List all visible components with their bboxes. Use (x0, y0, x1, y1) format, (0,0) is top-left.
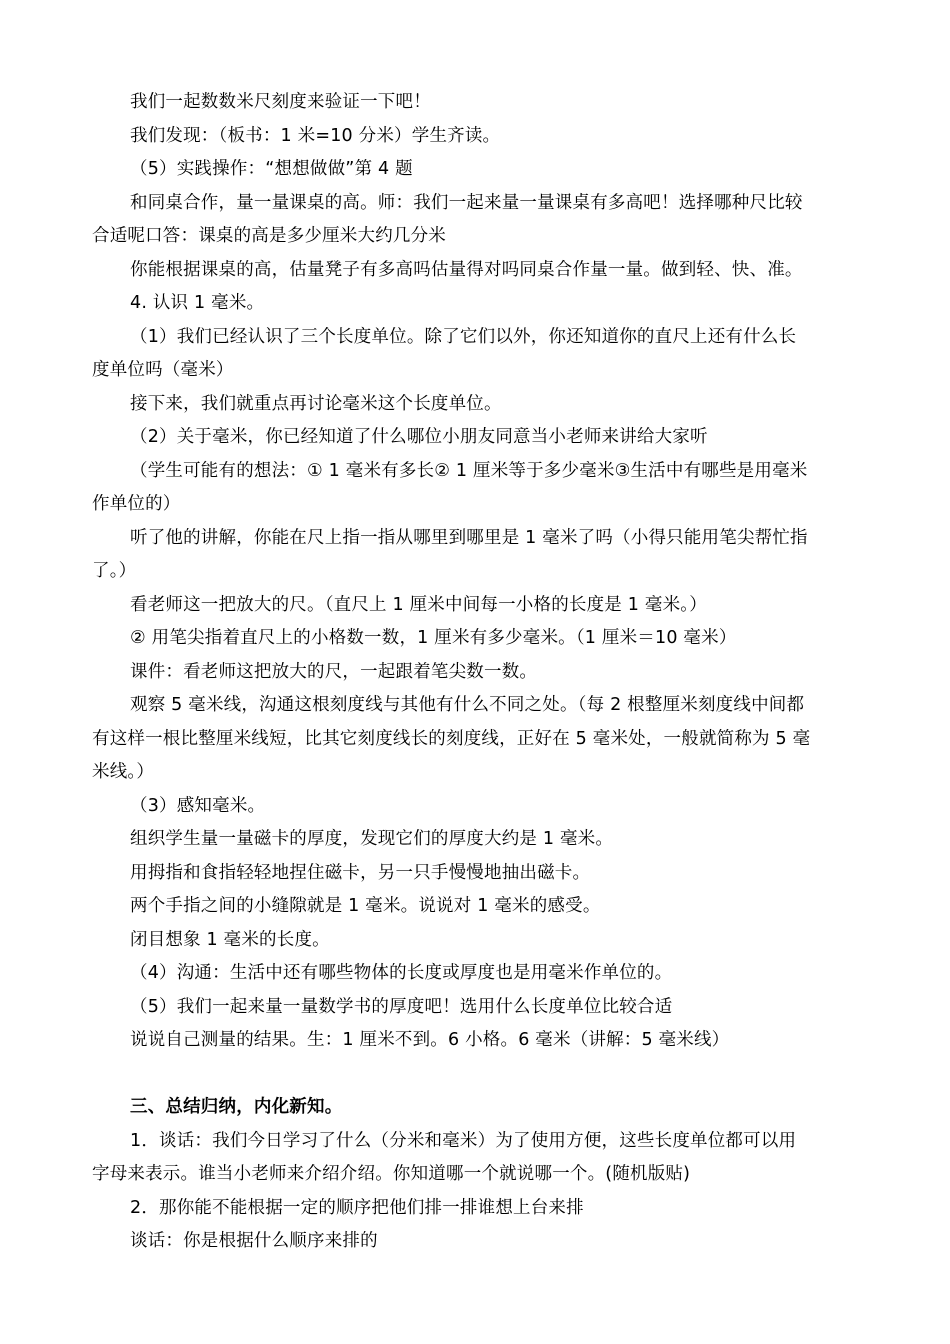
text-line: 我们发现：（板书：1 米=10 分米）学生齐读。 (130, 126, 501, 146)
text-line: （4）沟通：生活中还有哪些物体的长度或厚度也是用毫米作单位的。 (130, 963, 673, 983)
section-heading: 4. 认识 1 毫米。 (130, 293, 265, 313)
text-line: （5）实践操作：“想想做做”第 4 题 (130, 159, 413, 179)
text-line: 接下来，我们就重点再讨论毫米这个长度单位。 (130, 394, 502, 414)
text-line: （3）感知毫米。 (130, 796, 266, 816)
text-line: ② 用笔尖指着直尺上的小格数一数，1 厘米有多少毫米。（1 厘米＝10 毫米） (130, 628, 737, 648)
text-line: 听了他的讲解，你能在尺上指一指从哪里到哪里是 1 毫米了吗（小得只能用笔尖帮忙指 (130, 528, 808, 548)
text-line: （2）关于毫米，你已经知道了什么哪位小朋友同意当小老师来讲给大家听 (130, 427, 708, 447)
text-line: （1）我们已经认识了三个长度单位。除了它们以外，你还知道你的直尺上还有什么长 (130, 327, 797, 347)
text-line: 谈话：你是根据什么顺序来排的 (130, 1231, 378, 1251)
text-line: 米线。） (92, 762, 155, 782)
text-line: 看老师这一把放大的尺。（直尺上 1 厘米中间每一小格的长度是 1 毫米。） (130, 595, 707, 615)
section-heading: 三、总结归纳，内化新知。 (130, 1097, 343, 1117)
text-line: 作单位的） (92, 494, 181, 514)
text-line: 了。） (92, 561, 137, 581)
text-line: 说说自己测量的结果。生：1 厘米不到。6 小格。6 毫米（讲解：5 毫米线） (130, 1030, 730, 1050)
text-line: 我们一起数数米尺刻度来验证一下吧！ (130, 92, 431, 112)
text-line: 用拇指和食指轻轻地捏住磁卡，另一只手慢慢地抽出磁卡。 (130, 863, 591, 883)
text-line: 组织学生量一量磁卡的厚度，发现它们的厚度大约是 1 毫米。 (130, 829, 614, 849)
text-line: 和同桌合作，量一量课桌的高。师：我们一起来量一量课桌有多高吧！选择哪种尺比较 (130, 193, 803, 213)
text-line: 1．谈话：我们今日学习了什么（分米和毫米）为了使用方便，这些长度单位都可以用 (130, 1131, 797, 1151)
text-line: （学生可能有的想法：① 1 毫米有多长② 1 厘米等于多少毫米③生活中有哪些是用毫米 (130, 461, 808, 481)
text-line: 度单位吗（毫米） (92, 360, 234, 380)
text-line: 有这样一根比整厘米线短，比其它刻度线长的刻度线，正好在 5 毫米处，一般就简称为 5 毫 (92, 729, 811, 749)
text-line: 字母来表示。谁当小老师来介绍介绍。你知道哪一个就说哪一个。(随机版贴) (92, 1164, 691, 1184)
text-line: 合适呢口答：课桌的高是多少厘米大约几分米 (92, 226, 446, 246)
text-line: 2．那你能不能根据一定的顺序把他们排一排谁想上台来排 (130, 1198, 584, 1218)
text-line: 闭目想象 1 毫米的长度。 (130, 930, 330, 950)
text-line: 课件：看老师这把放大的尺，一起跟着笔尖数一数。 (130, 662, 538, 682)
text-line: 两个手指之间的小缝隙就是 1 毫米。说说对 1 毫米的感受。 (130, 896, 601, 916)
text-line: 你能根据课桌的高，估量凳子有多高吗估量得对吗同桌合作量一量。做到轻、快、准。 (130, 260, 803, 280)
text-line: 观察 5 毫米线，沟通这根刻度线与其他有什么不同之处。（每 2 根整厘米刻度线中间都 (130, 695, 805, 715)
text-line: （5）我们一起来量一量数学书的厚度吧！选用什么长度单位比较合适 (130, 997, 673, 1017)
